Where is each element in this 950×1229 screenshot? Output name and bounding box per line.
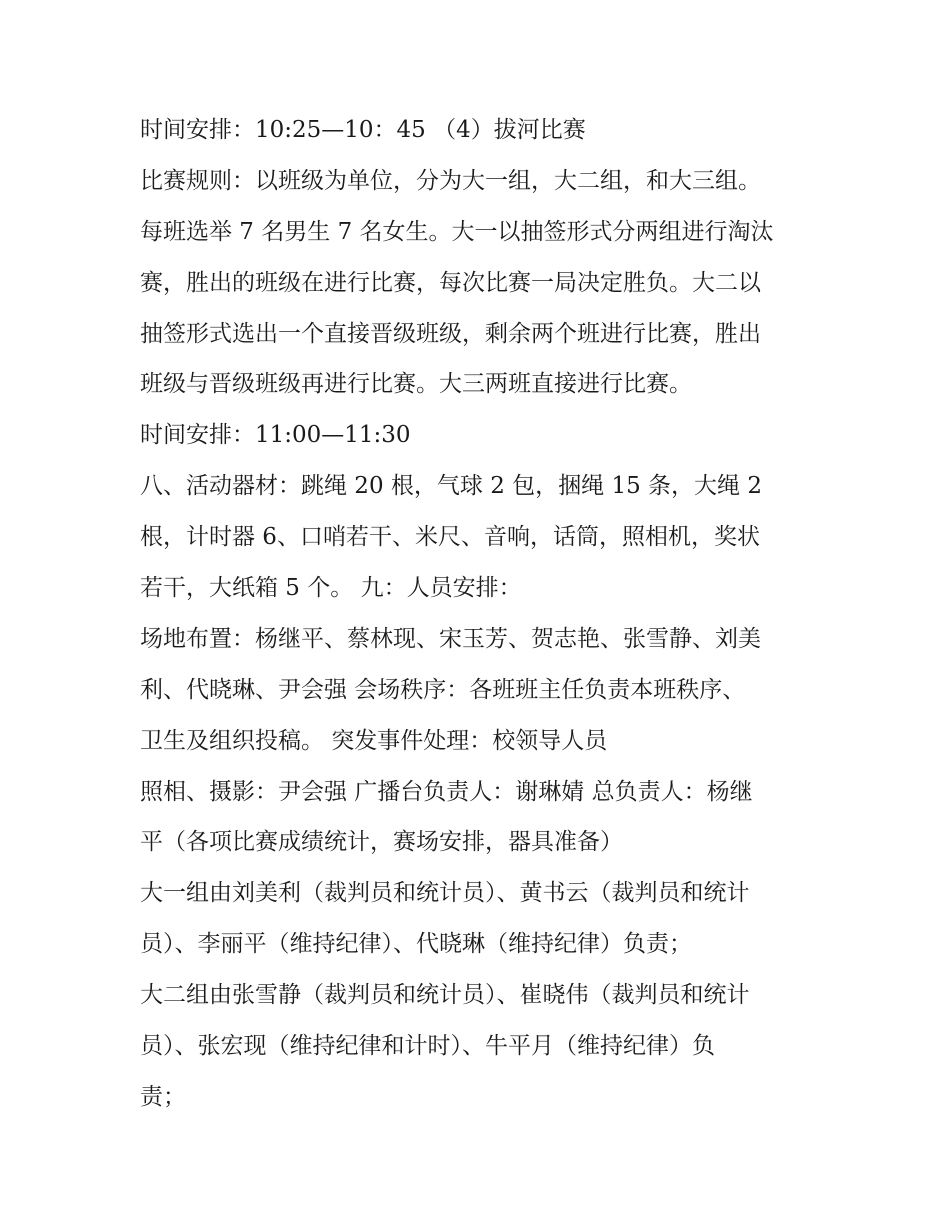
text-line: 根，计时器 6、口哨若干、米尺、音响，话筒，照相机，奖状 bbox=[140, 524, 760, 551]
text-line: 班级与晋级班级再进行比赛。大三两班直接进行比赛。 bbox=[140, 371, 692, 398]
text-line: 利、代晓琳、尹会强 会场秩序：各班班主任负责本班秩序、 bbox=[140, 676, 746, 703]
text-line: 若干，大纸箱 5 个。 九：人员安排： bbox=[140, 575, 522, 602]
text-line: 比赛规则：以班级为单位，分为大一组，大二组，和大三组。 bbox=[140, 167, 761, 194]
text-line: 员）、张宏现（维持纪律和计时）、牛平月（维持纪律）负 bbox=[140, 1033, 715, 1060]
text-line: 卫生及组织投稿。 突发事件处理：校领导人员 bbox=[140, 727, 608, 754]
text-line: 八、活动器材：跳绳 20 根，气球 2 包，捆绳 15 条，大绳 2 bbox=[140, 473, 762, 500]
text-line: 场地布置：杨继平、蔡林现、宋玉芳、贺志艳、张雪静、刘美 bbox=[140, 625, 761, 652]
text-line: 大二组由张雪静（裁判员和统计员）、崔晓伟（裁判员和统计 bbox=[140, 982, 750, 1009]
text-line: 时间安排：10:25—10：45 （4）拔河比赛 bbox=[140, 117, 586, 143]
text-line: 大一组由刘美利（裁判员和统计员）、黄书云（裁判员和统计 bbox=[140, 880, 750, 907]
text-line: 员）、李丽平（维持纪律）、代晓琳（维持纪律）负责； bbox=[140, 931, 692, 958]
document-body bbox=[140, 112, 840, 1130]
text-line: 抽签形式选出一个直接晋级班级，剩余两个班进行比赛，胜出 bbox=[140, 320, 761, 347]
text-line: 平（各项比赛成绩统计，赛场安排，器具准备） bbox=[140, 829, 623, 856]
text-line: 赛，胜出的班级在进行比赛，每次比赛一局决定胜负。大二以 bbox=[140, 269, 761, 296]
text-line: 时间安排：11:00—11:30 bbox=[140, 422, 411, 449]
text-line: 每班选举 7 名男生 7 名女生。大一以抽签形式分两组进行淘汰 bbox=[140, 218, 774, 245]
text-line: 责； bbox=[140, 1083, 186, 1110]
text-line: 照相、摄影：尹会强 广播台负责人：谢琳婧 总负责人：杨继 bbox=[140, 778, 753, 805]
